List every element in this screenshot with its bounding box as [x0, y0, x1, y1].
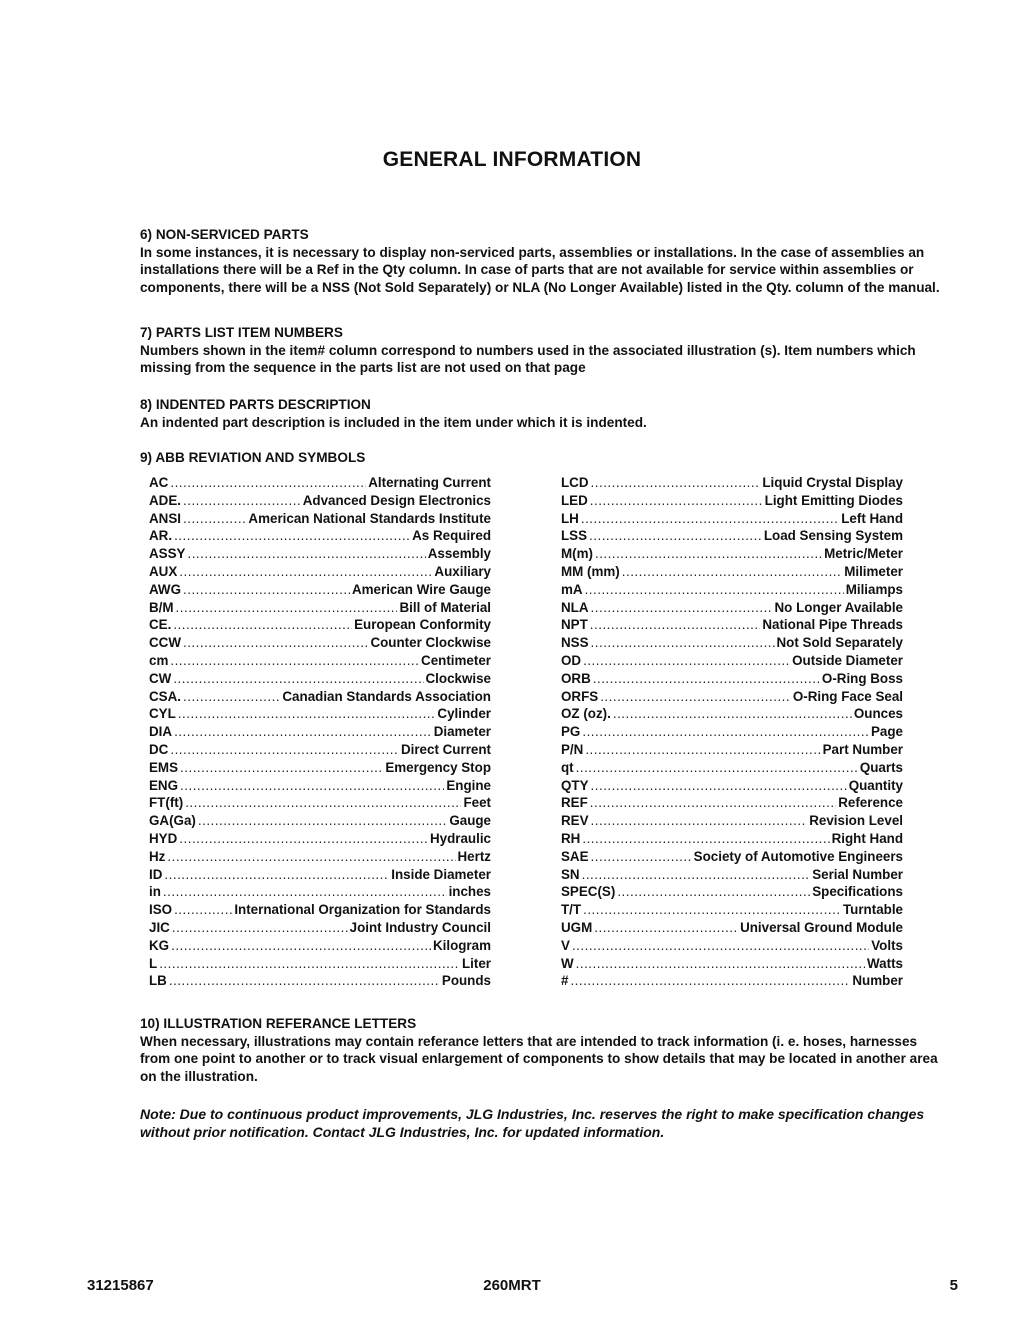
abbreviation-meaning: Watts — [867, 955, 903, 971]
dot-leader — [167, 848, 455, 866]
abbreviation-row — [561, 670, 903, 688]
abbreviation-key: MM (mm) — [561, 563, 620, 579]
page-title: GENERAL INFORMATION — [382, 148, 642, 171]
abbreviation-row — [561, 972, 903, 990]
dot-leader — [590, 616, 761, 634]
dot-leader — [183, 581, 350, 599]
dot-leader — [591, 634, 775, 652]
abbreviation-row — [149, 670, 491, 688]
dot-leader — [179, 563, 432, 581]
abbreviation-key: M(m) — [561, 546, 593, 562]
abbreviation-meaning: Direct Current — [400, 741, 491, 757]
abbreviation-row — [561, 527, 903, 545]
abbreviation-meaning: Feet — [463, 795, 491, 811]
abbreviation-row — [561, 866, 903, 884]
abbreviation-key: QTY — [561, 777, 589, 793]
abbreviation-row — [561, 723, 903, 741]
note-text: Note: Due to continuous product improvements, JLG Industries, Inc. reserves the right to make specification changes without prior notification. Contact JLG Industries, Inc. for updated information. — [140, 1106, 925, 1140]
abbreviation-meaning: Auxiliary — [434, 563, 491, 579]
abbreviation-key: mA — [561, 581, 583, 597]
abbreviation-row — [149, 634, 491, 652]
abbreviation-row — [149, 581, 491, 599]
abbreviation-key: DIA — [149, 724, 173, 740]
abbreviation-meaning: Right Hand — [831, 830, 903, 846]
dot-leader — [174, 723, 432, 741]
abbreviation-row — [561, 848, 903, 866]
abbreviation-meaning: Milimeter — [844, 563, 903, 579]
section-abbreviations — [140, 449, 948, 467]
abbreviation-meaning: As Required — [412, 528, 491, 544]
abbreviation-row — [149, 759, 491, 777]
abbreviation-meaning: Bill of Material — [399, 599, 491, 615]
abbreviation-key: EMS — [149, 759, 179, 775]
abbreviation-key: in — [149, 884, 161, 900]
abbreviation-key: RH — [561, 830, 581, 846]
abbreviation-key: V — [561, 937, 570, 953]
abbreviation-meaning: Miliamps — [845, 581, 903, 597]
abbreviation-row — [149, 652, 491, 670]
abbreviation-row — [561, 883, 903, 901]
abbreviation-row — [149, 741, 491, 759]
abbreviation-row — [149, 830, 491, 848]
abbreviation-meaning: inches — [448, 884, 491, 900]
abbreviation-row — [561, 634, 903, 652]
dot-leader — [595, 545, 822, 563]
abbreviation-meaning: Kilogram — [432, 937, 491, 953]
abbreviation-key: ORB — [561, 670, 591, 686]
abbreviation-meaning: Metric/Meter — [824, 546, 903, 562]
abbreviation-meaning: Liquid Crystal Display — [762, 475, 903, 490]
abbreviation-row — [149, 492, 491, 510]
dot-leader — [176, 599, 398, 617]
abbreviation-row — [561, 830, 903, 848]
abbreviation-meaning: Light Emitting Diodes — [764, 492, 903, 508]
abbreviation-key: LB — [149, 973, 167, 989]
abbreviation-key: L — [149, 955, 158, 971]
abbreviation-row — [149, 688, 491, 706]
abbreviation-row — [561, 741, 903, 759]
abbreviation-key: cm — [149, 652, 169, 668]
dot-leader — [164, 866, 389, 884]
abbreviation-row — [561, 599, 903, 617]
dot-leader — [593, 670, 820, 688]
abbreviation-key: REV — [561, 813, 589, 829]
abbreviation-meaning: O-Ring Boss — [821, 670, 903, 686]
dot-leader — [183, 492, 301, 510]
abbreviation-key: KG — [149, 937, 170, 953]
abbreviation-row — [149, 545, 491, 563]
dot-leader — [183, 688, 280, 706]
abbreviation-meaning: Revision Level — [809, 813, 903, 829]
section-body: An indented part description is included in the item under which it is indented. — [140, 414, 647, 430]
abbreviation-key: SN — [561, 866, 580, 882]
dot-leader — [169, 972, 440, 990]
abbreviation-key: ENG — [149, 777, 179, 793]
dot-leader — [174, 527, 410, 545]
abbreviation-meaning: Counter Clockwise — [370, 635, 491, 651]
dot-leader — [170, 474, 366, 492]
dot-leader — [576, 955, 865, 973]
abbreviation-meaning: O-Ring Face Seal — [792, 688, 903, 704]
abbreviation-key: CW — [149, 670, 172, 686]
footer-model: 260MRT — [483, 1277, 541, 1294]
abbreviation-row — [561, 563, 903, 581]
dot-leader — [172, 919, 348, 937]
abbreviation-meaning: American Wire Gauge — [351, 581, 491, 597]
abbreviation-key: # — [561, 973, 569, 989]
abbreviation-meaning: Not Sold Separately — [776, 635, 903, 651]
footer-doc-number: 31215867 — [87, 1277, 154, 1294]
abbreviation-row — [149, 599, 491, 617]
dot-leader — [589, 527, 762, 545]
abbreviation-row — [561, 919, 903, 937]
dot-leader — [170, 741, 399, 759]
abbreviation-meaning: Quantity — [848, 777, 903, 793]
abbreviation-row — [561, 652, 903, 670]
abbreviation-row — [149, 563, 491, 581]
dot-leader — [570, 972, 850, 990]
section-parts-list-item-numbers — [140, 324, 948, 377]
abbreviation-row — [149, 510, 491, 528]
abbreviation-key: P/N — [561, 741, 584, 757]
abbreviation-row — [149, 901, 491, 919]
abbreviation-key: OD — [561, 652, 582, 668]
abbreviation-meaning: Left Hand — [841, 510, 903, 526]
dot-leader — [585, 581, 844, 599]
footer-page-number: 5 — [949, 1277, 958, 1294]
abbreviation-key: ORFS — [561, 688, 599, 704]
abbreviation-key: OZ (oz). — [561, 706, 611, 722]
abbreviation-row — [561, 937, 903, 955]
abbreviation-row — [149, 527, 491, 545]
abbreviation-meaning: Part Number — [822, 741, 903, 757]
abbreviation-key: Hz — [149, 848, 166, 864]
dot-leader — [591, 474, 761, 492]
abbreviation-key: PG — [561, 724, 581, 740]
dot-leader — [576, 759, 858, 777]
abbreviation-key: NPT — [561, 617, 588, 633]
abbreviation-meaning: Volts — [871, 937, 903, 953]
abbreviation-row — [149, 937, 491, 955]
abbreviation-meaning: Inside Diameter — [391, 866, 491, 882]
abbreviation-meaning: Advanced Design Electronics — [302, 492, 491, 508]
abbreviation-row — [149, 616, 491, 634]
dot-leader — [591, 777, 847, 795]
abbreviation-row — [149, 474, 491, 492]
dot-leader — [183, 510, 246, 528]
abbreviation-meaning: Canadian Standards Association — [282, 688, 491, 704]
abbreviation-meaning: Turntable — [842, 902, 903, 918]
abbreviation-meaning: Liter — [461, 955, 491, 971]
abbreviation-row — [149, 972, 491, 990]
abbreviation-key: HYD — [149, 830, 178, 846]
abbreviation-meaning: Load Sensing System — [763, 528, 903, 544]
abbreviation-meaning: European Conformity — [354, 617, 491, 633]
abbreviation-row — [149, 794, 491, 812]
dot-leader — [582, 866, 811, 884]
abbreviation-row — [149, 705, 491, 723]
abbreviation-key: qt — [561, 759, 574, 775]
dot-leader — [581, 510, 839, 528]
dot-leader — [622, 563, 842, 581]
dot-leader — [185, 794, 461, 812]
dot-leader — [583, 901, 841, 919]
abbreviation-meaning: Cylinder — [437, 706, 491, 722]
abbreviation-row — [561, 510, 903, 528]
abbreviation-row — [561, 955, 903, 973]
abbreviation-key: REF — [561, 795, 588, 811]
dot-leader — [198, 812, 447, 830]
abbreviation-key: W — [561, 955, 574, 971]
abbreviation-key: DC — [149, 741, 169, 757]
abbreviation-meaning: Emergency Stop — [385, 759, 491, 775]
abbreviation-key: CSA. — [149, 688, 181, 704]
abbreviation-key: B/M — [149, 599, 174, 615]
section-indented-parts-description — [140, 396, 948, 431]
abbreviation-list-left — [149, 474, 491, 990]
abbreviation-meaning: Page — [870, 724, 903, 740]
abbreviation-row — [149, 812, 491, 830]
dot-leader — [187, 545, 425, 563]
abbreviation-row — [561, 545, 903, 563]
abbreviation-key: LH — [561, 510, 579, 526]
abbreviation-meaning: No Longer Available — [774, 599, 903, 615]
abbreviation-meaning: Diameter — [433, 724, 491, 740]
dot-leader — [179, 830, 428, 848]
dot-leader — [617, 883, 810, 901]
abbreviation-row — [561, 616, 903, 634]
abbreviation-meaning: American National Standards Institute — [248, 510, 491, 526]
abbreviation-key: SPEC(S) — [561, 884, 616, 900]
abbreviation-row — [561, 492, 903, 510]
abbreviation-key: FT(ft) — [149, 795, 184, 811]
abbreviation-meaning: Assembly — [427, 546, 491, 562]
abbreviation-key: JIC — [149, 919, 170, 935]
abbreviation-meaning: Joint Industry Council — [349, 919, 491, 935]
abbreviation-row — [149, 866, 491, 884]
abbreviation-row — [561, 688, 903, 706]
abbreviation-row — [561, 705, 903, 723]
dot-leader — [159, 955, 460, 973]
abbreviation-meaning: National Pipe Threads — [762, 617, 903, 633]
abbreviation-key: ASSY — [149, 546, 186, 562]
abbreviation-key: LSS — [561, 528, 588, 544]
abbreviation-row — [149, 955, 491, 973]
abbreviation-meaning: Hydraulic — [429, 830, 491, 846]
abbreviation-meaning: Quarts — [859, 759, 903, 775]
section-body: When necessary, illustrations may contain referance letters that are intended to track information (i. e. hoses, harnesses from one point to another or to track visual enlargement of components to show details that may be located in another area on the illustration. — [140, 1033, 938, 1084]
abbreviation-row — [561, 901, 903, 919]
abbreviation-key: GA(Ga) — [149, 813, 196, 829]
dot-leader — [174, 901, 232, 919]
abbreviation-row — [561, 759, 903, 777]
abbreviation-key: NLA — [561, 599, 589, 615]
abbreviation-key: ISO — [149, 902, 173, 918]
dot-leader — [180, 759, 383, 777]
abbreviation-meaning: Ounces — [853, 706, 903, 722]
abbreviation-key: CYL — [149, 706, 176, 722]
abbreviation-meaning: Number — [852, 973, 903, 989]
abbreviation-row — [561, 777, 903, 795]
abbreviation-row — [149, 848, 491, 866]
section-heading: 8) INDENTED PARTS DESCRIPTION — [140, 397, 371, 412]
dot-leader — [591, 812, 808, 830]
section-heading: 10) ILLUSTRATION REFERANCE LETTERS — [140, 1016, 417, 1031]
dot-leader — [585, 741, 820, 759]
abbreviation-key: CCW — [149, 635, 181, 651]
abbreviation-meaning: Hertz — [457, 848, 491, 864]
dot-leader — [591, 599, 773, 617]
abbreviation-meaning: Serial Number — [812, 866, 903, 882]
abbreviation-meaning: Engine — [446, 777, 491, 793]
abbreviation-meaning: Universal Ground Module — [740, 919, 903, 935]
section-body: Numbers shown in the item# column correspond to numbers used in the associated illustration (s). Item numbers which missing from the sequence in the parts list are not used on that page — [140, 342, 916, 376]
abbreviation-meaning: Specifications — [812, 884, 903, 900]
section-heading: 6) NON-SERVICED PARTS — [140, 227, 309, 242]
dot-leader — [572, 937, 869, 955]
abbreviation-meaning: Centimeter — [421, 652, 491, 668]
dot-leader — [582, 830, 829, 848]
abbreviation-meaning: Outside Diameter — [792, 652, 903, 668]
dot-leader — [590, 794, 836, 812]
dot-leader — [582, 723, 869, 741]
dot-leader — [590, 492, 763, 510]
abbreviation-key: UGM — [561, 919, 593, 935]
abbreviation-meaning: Gauge — [449, 813, 491, 829]
section-body: In some instances, it is necessary to display non-serviced parts, assemblies or installations. In the case of assemblies an installations there will be a Ref in the Qty column. In case of parts that are not available for service within assemblies or components, there will be a NSS (Not Sold Separately) or NLA (No Longer Available) listed in the Qty. column of the manual. — [140, 244, 940, 295]
abbreviation-meaning: Alternating Current — [368, 475, 491, 490]
abbreviation-key: AWG — [149, 581, 181, 597]
abbreviation-key: ID — [149, 866, 163, 882]
abbreviation-meaning: Society of Automotive Engineers — [693, 848, 903, 864]
section-illustration-reference-letters — [140, 1015, 948, 1085]
dot-leader — [594, 919, 738, 937]
abbreviation-key: LED — [561, 492, 588, 508]
abbreviation-key: NSS — [561, 635, 589, 651]
dot-leader — [173, 670, 423, 688]
dot-leader — [591, 848, 692, 866]
dot-leader — [178, 705, 436, 723]
dot-leader — [180, 777, 444, 795]
abbreviation-meaning: Clockwise — [425, 670, 491, 686]
abbreviation-key: AC — [149, 475, 169, 490]
abbreviation-key: AR. — [149, 528, 173, 544]
section-non-serviced-parts — [140, 226, 948, 296]
abbreviation-row — [561, 474, 903, 492]
section-heading: 7) PARTS LIST ITEM NUMBERS — [140, 325, 343, 340]
abbreviation-meaning: Reference — [838, 795, 903, 811]
abbreviation-row — [561, 812, 903, 830]
abbreviation-row — [561, 581, 903, 599]
abbreviation-key: LCD — [561, 475, 589, 490]
abbreviation-key: AUX — [149, 563, 178, 579]
dot-leader — [183, 634, 368, 652]
abbreviation-row — [561, 794, 903, 812]
dot-leader — [583, 652, 790, 670]
abbreviation-key: SAE — [561, 848, 589, 864]
abbreviation-row — [149, 777, 491, 795]
abbreviation-row — [149, 883, 491, 901]
dot-leader — [600, 688, 791, 706]
dot-leader — [163, 883, 447, 901]
abbreviation-key: T/T — [561, 902, 582, 918]
dot-leader — [170, 652, 419, 670]
abbreviation-key: ADE. — [149, 492, 181, 508]
dot-leader — [613, 705, 852, 723]
abbreviation-row — [149, 919, 491, 937]
dot-leader — [173, 616, 352, 634]
abbreviation-list-right — [561, 474, 903, 990]
abbreviation-key: CE. — [149, 617, 172, 633]
abbreviation-meaning: Pounds — [441, 973, 491, 989]
abbreviation-meaning: International Organization for Standards — [234, 902, 491, 918]
section-heading: 9) ABB REVIATION AND SYMBOLS — [140, 450, 366, 465]
abbreviation-row — [149, 723, 491, 741]
dot-leader — [171, 937, 431, 955]
abbreviation-key: ANSI — [149, 510, 181, 526]
